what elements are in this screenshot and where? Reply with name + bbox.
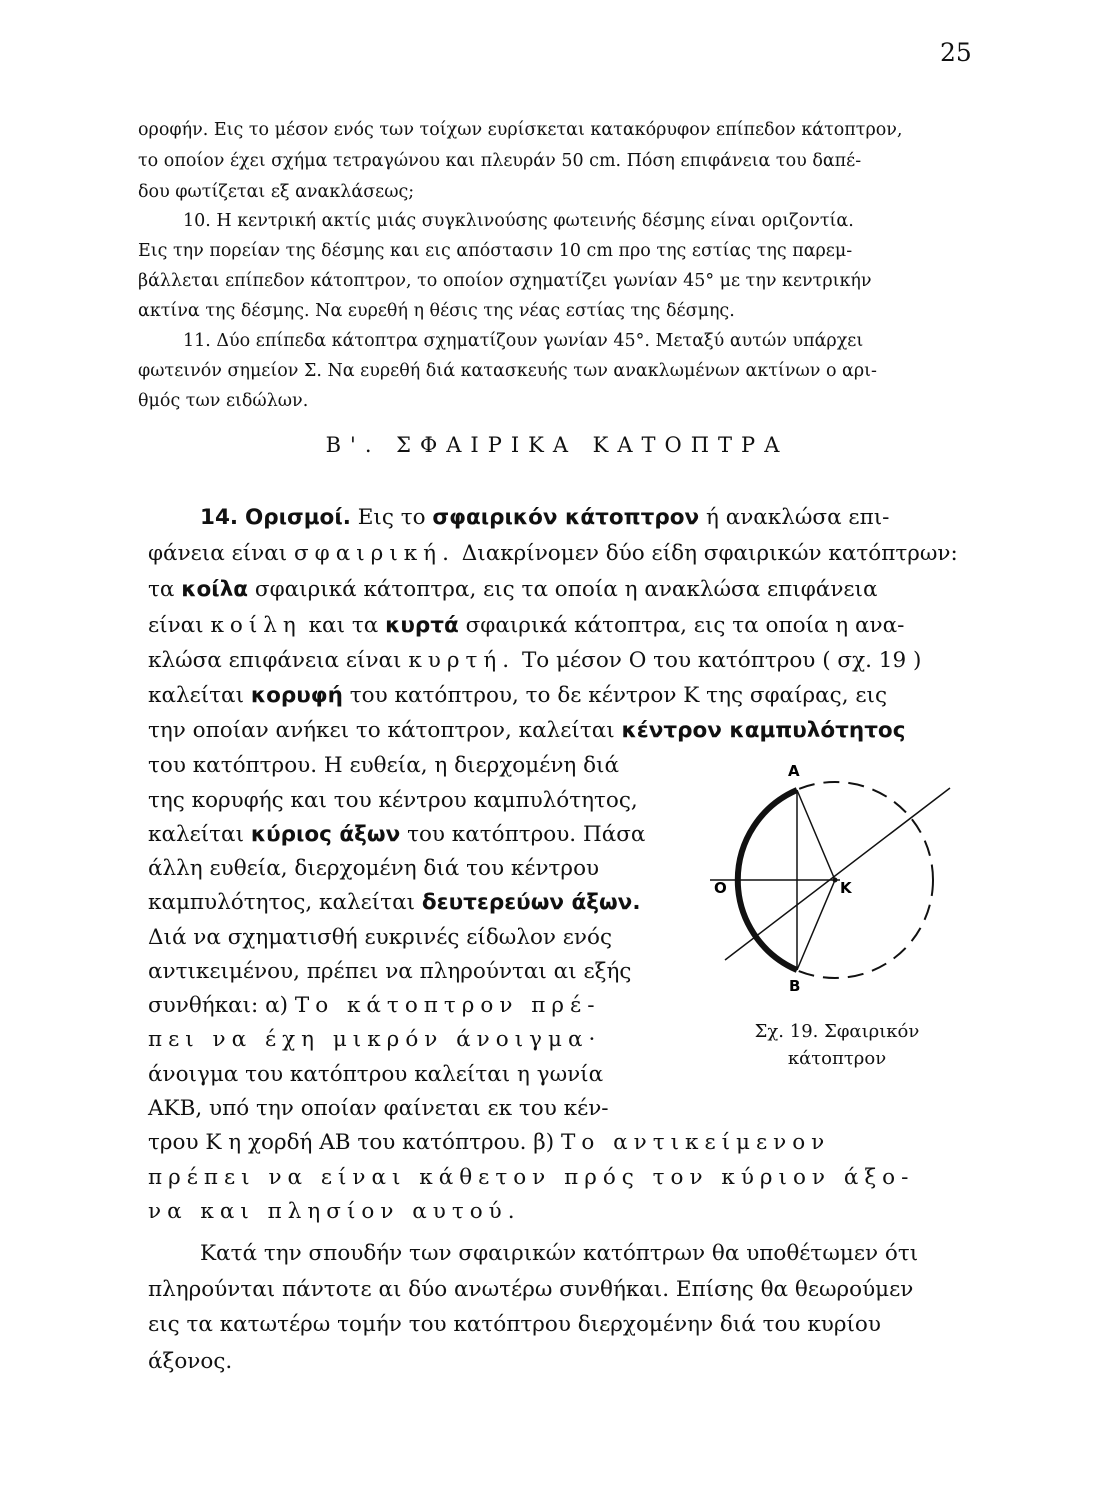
label-a: Α xyxy=(788,762,800,780)
text: Εις το xyxy=(357,505,426,530)
text: σφαιρικά κάτοπτρα, εις τα οποία η ανακλώσα επιφάνεια xyxy=(254,577,878,602)
exercise-line: ακτίνα της δέσμης. Να ευρεθή η θέσις της νέας εστίας της δέσμης. xyxy=(138,301,735,321)
text: του κατόπτρου. Πάσα xyxy=(407,822,646,847)
term: κορυφή xyxy=(250,683,343,708)
text: Διακρίνομεν δύο είδη σφαιρικών κατόπτρων: xyxy=(461,541,958,566)
text: συνθήκαι: α) xyxy=(148,993,289,1018)
spaced-text: να και πλησίον αυτού. xyxy=(148,1199,521,1224)
caption-line: Σχ. 19. Σφαιρικόν xyxy=(754,1021,920,1042)
label-k: Κ xyxy=(840,879,852,897)
body-line: Κατά την σπουδήν των σφαιρικών κατόπτρων θα υποθέτωμεν ότι xyxy=(200,1241,919,1266)
figure-caption xyxy=(722,1018,952,1072)
spherical-mirror-figure xyxy=(700,748,960,1008)
exercise-line: βάλλεται επίπεδον κάτοπτρον, το οποίον σχηματίζει γωνίαν 45° με την κεντρικήν xyxy=(138,271,872,291)
exercise-line: το οποίον έχει σχήμα τετραγώνου και πλευράν 50 cm. Πόση επιφάνεια του δαπέ- xyxy=(138,151,862,171)
center-point xyxy=(833,878,838,883)
spaced-text: σφαιρική. xyxy=(294,541,455,566)
body-line: του κατόπτρου. Η ευθεία, η διερχομένη διά xyxy=(148,753,620,778)
spaced-text: κοίλη xyxy=(210,613,302,638)
text: ή ανακλώσα επι- xyxy=(705,505,890,530)
spaced-text: Το κάτοπτρον πρέ- xyxy=(294,993,601,1018)
body-line: άξονος. xyxy=(148,1349,233,1374)
exercise-line: οροφήν. Εις το μέσον ενός των τοίχων ευρίσκεται κατακόρυφον επίπεδον κάτοπτρον, xyxy=(138,120,903,140)
exercise-line: Εις την πορείαν της δέσμης και εις απόστασιν 10 cm προ της εστίας της παρεμ- xyxy=(138,241,853,261)
term: κέντρον καμπυλότητος xyxy=(621,718,906,743)
body-line: άλλη ευθεία, διερχομένη διά του κέντρου xyxy=(148,856,600,881)
radius-kb xyxy=(797,880,835,970)
section-heading: Β'. ΣΦΑΙΡΙΚΑ ΚΑΤΟΠΤΡΑ xyxy=(325,433,789,457)
radius-ka xyxy=(797,790,835,880)
term: κύριος άξων xyxy=(250,822,401,847)
body-line xyxy=(148,1194,521,1229)
term: Ορισμοί. xyxy=(244,505,351,530)
text: είναι xyxy=(148,613,204,638)
body-line: άνοιγμα του κατόπτρου καλείται η γωνία xyxy=(148,1062,604,1087)
body-line: εις τα κατωτέρω τομήν του κατόπτρου διερχομένην διά του κυρίου xyxy=(148,1312,881,1337)
text: Το μέσον Ο του κατόπτρου ( σχ. 19 ) xyxy=(521,648,922,673)
section-number: 14. xyxy=(200,505,239,530)
term: σφαιρικόν κάτοπτρον xyxy=(432,505,700,530)
term: κοίλα xyxy=(181,577,249,602)
exercise-line: δου φωτίζεται εξ ανακλάσεως; xyxy=(138,182,415,202)
body-line xyxy=(148,608,904,643)
body-line xyxy=(148,1160,914,1195)
body-line: Διά να σχηματισθή ευκρινές είδωλον ενός xyxy=(148,925,612,950)
body-line xyxy=(148,678,887,713)
term: κυρτά xyxy=(385,613,459,638)
term: δευτερεύων άξων. xyxy=(421,890,641,915)
text: την οποίαν ανήκει το κάτοπτρον, καλείται xyxy=(148,718,615,743)
caption-line: κάτοπτρον xyxy=(787,1048,887,1069)
text: σφαιρικά κάτοπτρα, εις τα οποία η ανα- xyxy=(465,613,905,638)
body-line: της κορυφής και του κέντρου καμπυλότητος, xyxy=(148,788,638,813)
text: τα xyxy=(148,577,175,602)
body-line xyxy=(148,1022,601,1057)
spaced-text: Το αντικείμενον xyxy=(560,1130,831,1155)
exercise-line: θμός των ειδώλων. xyxy=(138,391,309,411)
label-b: Β xyxy=(789,977,801,995)
body-line xyxy=(148,643,921,678)
text: καλείται xyxy=(148,683,244,708)
exercise-line: 11. Δύο επίπεδα κάτοπτρα σχηματίζουν γωνίαν 45°. Μεταξύ αυτών υπάρχει xyxy=(183,331,864,351)
exercise-line: 10. Η κεντρική ακτίς μιάς συγκλινούσης φωτεινής δέσμης είναι οριζοντία. xyxy=(183,211,854,231)
body-line xyxy=(148,988,600,1023)
text: κλώσα επιφάνεια είναι xyxy=(148,648,402,673)
page-number: 25 xyxy=(940,38,972,67)
text: φάνεια είναι xyxy=(148,541,288,566)
body-line xyxy=(200,500,889,535)
body-line: ΑΚΒ, υπό την οποίαν φαίνεται εκ του κέν- xyxy=(148,1096,609,1121)
body-line xyxy=(148,536,958,571)
spaced-text: κυρτή. xyxy=(408,648,516,673)
body-line: πληρούνται πάντοτε αι δύο ανωτέρω συνθήκαι. Επίσης θα θεωρούμεν xyxy=(148,1277,914,1302)
text: καμπυλότητος, καλείται xyxy=(148,890,416,915)
body-line xyxy=(148,1125,830,1160)
label-o: Ο xyxy=(714,879,727,897)
spaced-text: πει να έχη μικρόν άνοιγμα· xyxy=(148,1027,602,1052)
body-line xyxy=(148,817,645,852)
spaced-text: πρέπει να είναι κάθετον πρός τον κύριον άξο- xyxy=(148,1165,915,1190)
exercise-line: φωτεινόν σημείον Σ. Να ευρεθή διά κατασκευής των ανακλωμένων ακτίνων ο αρι- xyxy=(138,361,877,381)
text: καλείται xyxy=(148,822,244,847)
text: τρου Κ η χορδή ΑΒ του κατόπτρου. β) xyxy=(148,1130,555,1155)
body-line xyxy=(148,885,641,920)
body-line: αντικειμένου, πρέπει να πληρούνται αι εξής xyxy=(148,959,632,984)
body-line xyxy=(148,572,877,607)
text: και τα xyxy=(308,613,379,638)
text: του κατόπτρου, το δε κέντρον Κ της σφαίρας, εις xyxy=(349,683,887,708)
body-line xyxy=(148,713,905,748)
